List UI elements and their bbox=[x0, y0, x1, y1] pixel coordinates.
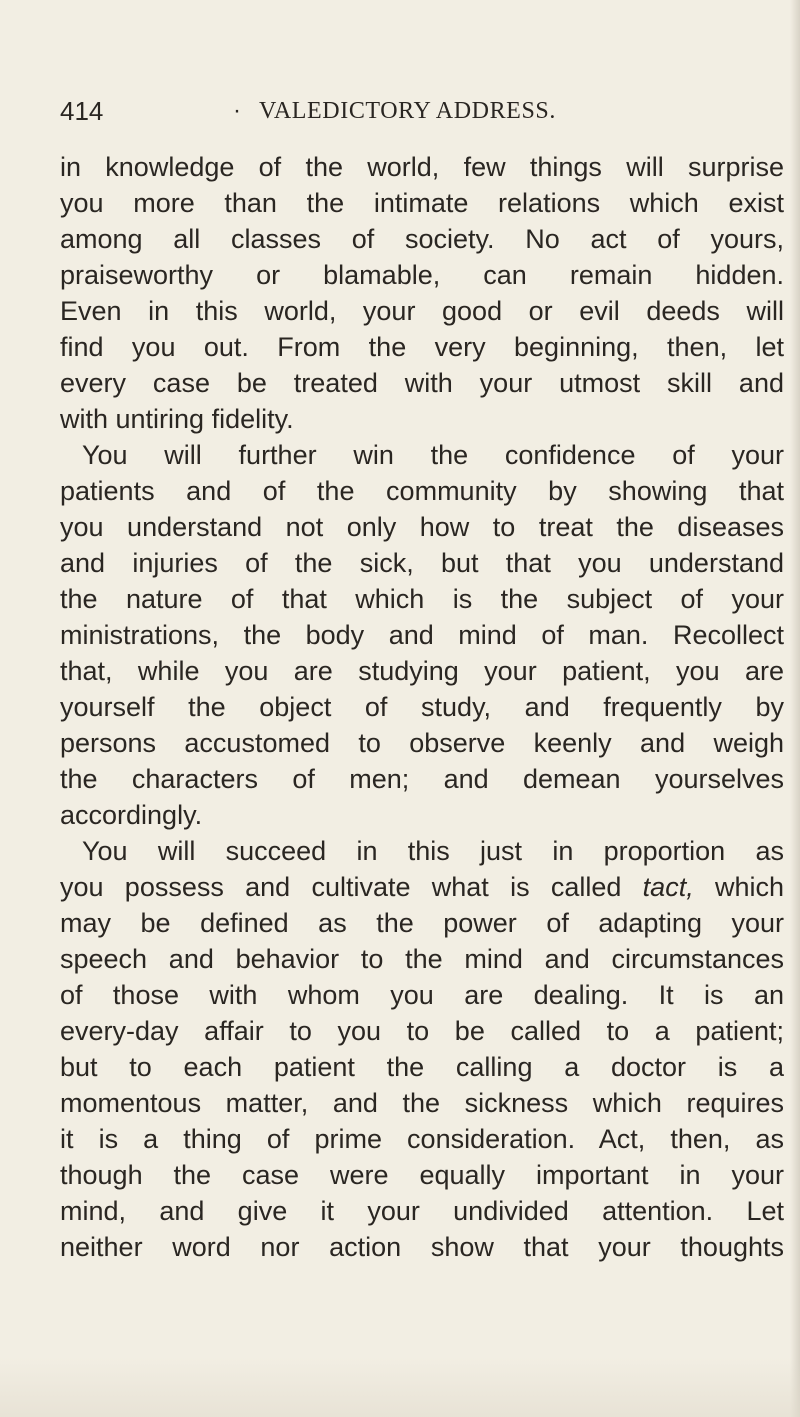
text-line: praiseworthy or blamable, can remain hidden. bbox=[60, 260, 784, 290]
text-line: find you out. From the very beginning, then, let bbox=[60, 332, 784, 362]
line-text-after-italic: which bbox=[693, 872, 784, 902]
page-header bbox=[60, 95, 750, 127]
paragraph-start-line: You will succeed in this just in proportion as bbox=[82, 836, 784, 866]
text-line: accordingly. bbox=[60, 800, 203, 830]
text-line: speech and behavior to the mind and circumstances bbox=[60, 944, 784, 974]
text-line: yourself the object of study, and frequently by bbox=[60, 692, 784, 722]
text-line: every-day affair to you to be called to a patient; bbox=[60, 1016, 784, 1046]
text-line: in knowledge of the world, few things will surprise bbox=[60, 152, 784, 182]
text-line: mind, and give it your undivided attention. Let bbox=[60, 1196, 784, 1226]
text-line: you understand not only how to treat the diseases bbox=[60, 512, 784, 542]
running-head: VALEDICTORY ADDRESS. bbox=[259, 98, 556, 124]
page-edge-shadow bbox=[790, 0, 800, 1417]
text-line: the nature of that which is the subject of your bbox=[60, 584, 784, 614]
text-line: but to each patient the calling a doctor is a bbox=[60, 1052, 784, 1082]
italic-term: tact, bbox=[642, 872, 694, 902]
text-line: every case be treated with your utmost skill and bbox=[60, 368, 784, 398]
body-text bbox=[60, 149, 784, 1265]
text-line: patients and of the community by showing that bbox=[60, 476, 784, 506]
text-line: ministrations, the body and mind of man. Recollect bbox=[60, 620, 784, 650]
text-line: and injuries of the sick, but that you understand bbox=[60, 548, 784, 578]
text-line: may be defined as the power of adapting your bbox=[60, 908, 784, 938]
paragraph-start-line: You will further win the confidence of your bbox=[82, 440, 784, 470]
text-line: of those with whom you are dealing. It is an bbox=[60, 980, 784, 1010]
text-line: you more than the intimate relations which exist bbox=[60, 188, 784, 218]
line-text-before-italic: you possess and cultivate what is called bbox=[60, 872, 643, 902]
text-line: among all classes of society. No act of yours, bbox=[60, 224, 784, 254]
text-line: though the case were equally important in your bbox=[60, 1160, 784, 1190]
text-line: Even in this world, your good or evil deeds will bbox=[60, 296, 784, 326]
page-bottom-shadow bbox=[0, 1357, 800, 1417]
text-line: with untiring fidelity. bbox=[60, 404, 294, 434]
text-line: it is a thing of prime consideration. Act, then, as bbox=[60, 1124, 784, 1154]
text-line: the characters of men; and demean yourselves bbox=[60, 764, 784, 794]
text-line: neither word nor action show that your thoughts bbox=[60, 1232, 784, 1262]
text-line: that, while you are studying your patient, you are bbox=[60, 656, 784, 686]
text-line: persons accustomed to observe keenly and weigh bbox=[60, 728, 784, 758]
header-separator: · bbox=[233, 97, 241, 124]
text-line-with-italic bbox=[60, 869, 784, 905]
page-number: 414 bbox=[60, 96, 104, 126]
text-line: momentous matter, and the sickness which requires bbox=[60, 1088, 784, 1118]
